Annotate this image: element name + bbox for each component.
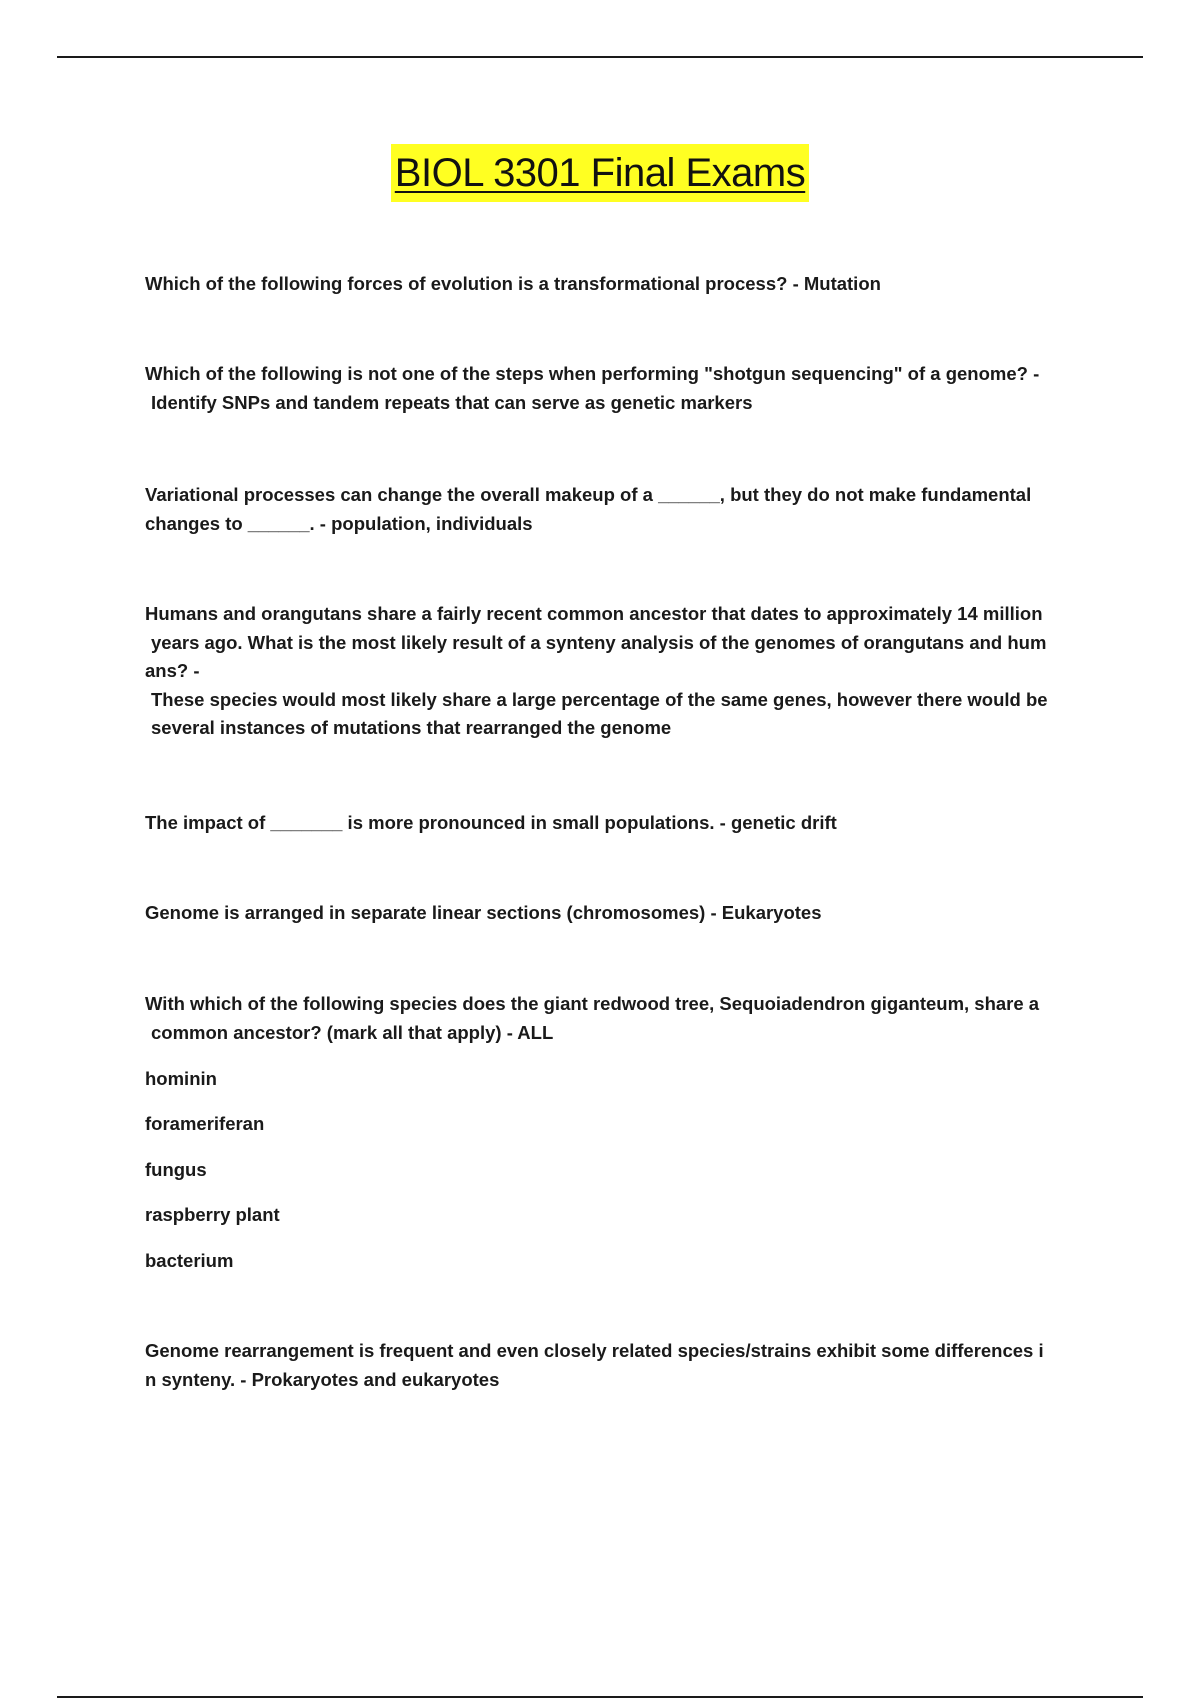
qa-item-6 bbox=[145, 899, 1090, 928]
question-line-1: Humans and orangutans share a fairly recent common ancestor that dates to approximately 14 million bbox=[145, 603, 1043, 624]
answer-text: common ancestor? (mark all that apply) - ALL bbox=[151, 1021, 554, 1043]
question-text: Which of the following is not one of the steps when performing "shotgun sequencing" of a genome? - bbox=[145, 363, 1040, 384]
qa-item-7 bbox=[145, 990, 1090, 1047]
question-text: Genome is arranged in separate linear sections (chromosomes) - Eukaryotes bbox=[145, 902, 822, 923]
question-line-2: n synteny. - Prokaryotes and eukaryotes bbox=[145, 1368, 500, 1390]
question-text: Which of the following forces of evolution is a transformational process? - Mutation bbox=[145, 273, 881, 294]
bottom-rule bbox=[57, 1696, 1143, 1698]
qa-item-8 bbox=[145, 1337, 1090, 1394]
qa-item-1 bbox=[145, 270, 1090, 299]
question-line-1: Genome rearrangement is frequent and even closely related species/strains exhibit some differences i bbox=[145, 1340, 1044, 1361]
option-bacterium: bacterium bbox=[145, 1250, 234, 1271]
question-text: Variational processes can change the overall makeup of a ______, but they do not make fundamental changes to ______. - population, individuals bbox=[145, 484, 1032, 534]
option-hominin: hominin bbox=[145, 1068, 217, 1089]
option-raspberry-plant: raspberry plant bbox=[145, 1204, 280, 1225]
question-line-3: ans? - bbox=[145, 660, 200, 681]
answer-text: Identify SNPs and tandem repeats that can serve as genetic markers bbox=[151, 391, 753, 413]
answer-text: These species would most likely share a large percentage of the same genes, however there would be several instances of mutations that rearranged the genome bbox=[151, 688, 1048, 738]
question-text: With which of the following species does the giant redwood tree, Sequoiadendron giganteum, share a bbox=[145, 993, 1040, 1014]
qa-item-3 bbox=[145, 481, 1090, 538]
question-line-2: years ago. What is the most likely result of a synteny analysis of the genomes of orangutans and hum bbox=[151, 631, 1047, 653]
top-rule bbox=[57, 56, 1143, 58]
qa-item-2 bbox=[145, 360, 1090, 417]
qa-item-4 bbox=[145, 600, 1090, 743]
option-foramerifera: foramerifera​n bbox=[145, 1113, 265, 1134]
qa-item-5 bbox=[145, 809, 1090, 838]
document-title: BIOL 3301 Final Exams bbox=[391, 144, 809, 202]
title-container bbox=[0, 144, 1200, 202]
option-fungus: fungus bbox=[145, 1159, 207, 1180]
question-text: The impact of _______ is more pronounced in small populations. - genetic drift bbox=[145, 812, 837, 833]
